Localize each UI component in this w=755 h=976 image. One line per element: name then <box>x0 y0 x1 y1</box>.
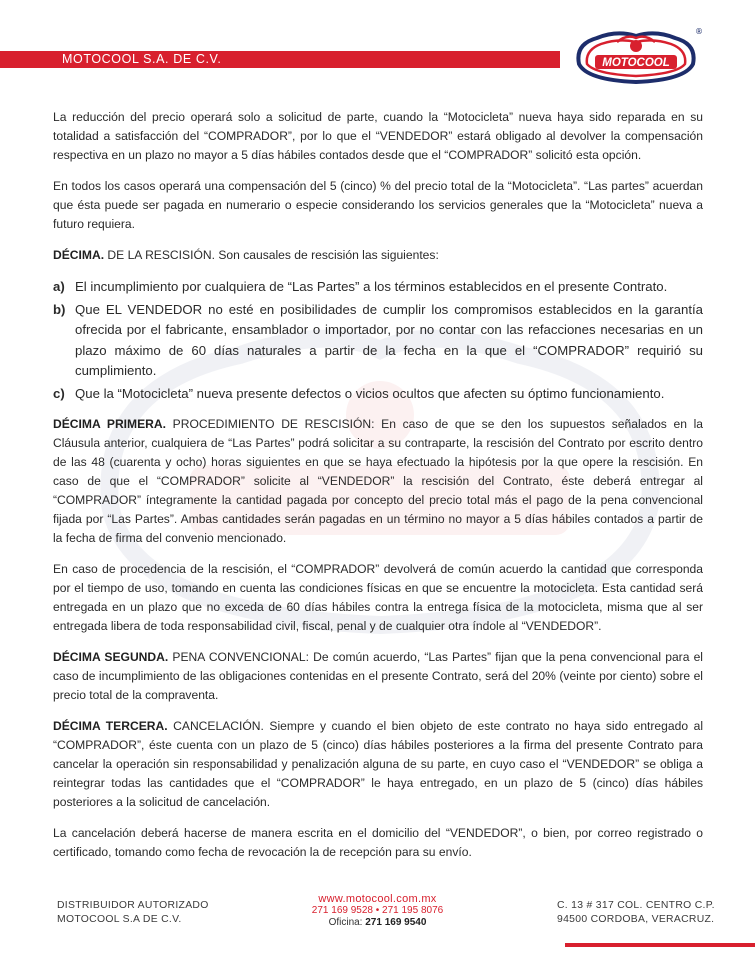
motocool-logo <box>567 24 705 86</box>
footer-website-link[interactable]: www.motocool.com.mx <box>318 893 437 905</box>
footer-address-line2: 94500 CORDOBA, VERACRUZ. <box>557 914 715 925</box>
list-item-label: a) <box>53 279 65 294</box>
list-item-text: Que EL VENDEDOR no esté en posibilidades de cumplir los compromisos establecidos en la garantía ofrecida por el fabricante, ensamblador o importador, por no contar con las refacciones necesarias en un plazo máximo de 60 días naturales a partir de la fecha en la que el “COMPRADOR” requirió su cumplimiento. <box>75 301 703 378</box>
list-item-text: Que la “Motocicleta” nueva presente defectos o vicios ocultos que afecten su óptimo funcionamiento. <box>75 385 665 401</box>
clause-text: PENA CONVENCIONAL: De común acuerdo, “Las Partes” fijan que la pena convencional para el caso de incumplimiento de las obligaciones contenidas en el presente Contrato, será del 20% (veinte por ciento) sobre el precio total de la compraventa. <box>53 650 703 702</box>
clause-heading: DÉCIMA SEGUNDA. <box>53 650 169 664</box>
clause-decima-tercera <box>53 717 703 812</box>
footer-address <box>557 899 715 927</box>
clause-text: DE LA RESCISIÓN. Son causales de rescisión las siguientes: <box>104 248 439 262</box>
footer-address-line1: C. 13 # 317 COL. CENTRO C.P. <box>557 900 715 911</box>
list-item-text: El incumplimiento por cualquiera de “Las Partes” a los términos establecidos en el presente Contrato. <box>75 279 668 294</box>
clause-heading: DÉCIMA PRIMERA. <box>53 417 167 431</box>
rescission-causes-list <box>53 277 703 404</box>
clause-decima-segunda <box>53 648 703 705</box>
footer-accent-line <box>565 943 755 947</box>
footer-office-phone: 271 169 9540 <box>365 917 427 928</box>
footer-office <box>290 917 465 929</box>
footer-contact <box>290 893 465 929</box>
clause-heading: DÉCIMA. <box>53 248 105 262</box>
list-item <box>53 277 703 298</box>
footer-phones: 271 169 9528 • 271 195 8076 <box>311 905 444 916</box>
list-item <box>53 300 703 382</box>
paragraph-price-reduction: La reducción del precio operará solo a solicitud de parte, cuando la “Motocicleta” nueva haya sido reparada en su totalidad a satisfacción del “COMPRADOR”, por lo que el “VENDEDOR” estará obligado al devolver la compensación respectiva en un plazo no mayor a 5 días hábiles contados desde que el “COMPRADOR” solicitó esta opción. <box>53 110 703 162</box>
list-item-label: c) <box>53 385 65 401</box>
company-name: MOTOCOOL S.A. DE C.V. <box>62 52 222 66</box>
list-item-label: b) <box>53 301 66 317</box>
footer-distributor-line1: DISTRIBUIDOR AUTORIZADO <box>57 900 209 911</box>
clause-heading: DÉCIMA TERCERA. <box>53 719 168 733</box>
paragraph-cancellation: La cancelación deberá hacerse de manera escrita en el domicilio del “VENDEDOR”, o bien, por correo registrado o certificado, tomando como fecha de revocación la de recepción para su envío. <box>53 826 703 859</box>
paragraph-rescission-procedure: En caso de procedencia de la rescisión, el “COMPRADOR” devolverá de común acuerdo la cantidad que corresponda por el tiempo de uso, tomando en cuenta las condiciones físicas en que se encuentre la motocicleta. Esta cantidad será entregada en un plazo que no exceda de 60 días hábiles contra la entrega física de la motocicleta, misma que al ser entregada libera de toda responsabilidad civil, fiscal, penal y de cualquier otra índole al “VENDEDOR”. <box>53 562 703 633</box>
clause-text: PROCEDIMIENTO DE RESCISIÓN: En caso de que se den los supuestos señalados en la Cláusula anterior, cualquiera de “Las Partes” podrá solicitar a su contraparte, la rescisión del Contrato por escrito dentro de las 48 (cuarenta y ocho) horas siguientes en que se haya efectuado la hipótesis por la que opere la rescisión. En caso de que el “COMPRADOR” solicite al “VENDEDOR” la rescisión del Contrato, éste deberá entregar al “COMPRADOR” íntegramente la cantidad pagada por concepto del precio total más el pago de la pena convencional fijada por “Las Partes”. Ambas cantidades serán pagadas en un término no mayor a 5 días hábiles contados a partir de la fecha de firma del convenio mencionado. <box>53 417 703 545</box>
clause-decima-primera <box>53 415 703 548</box>
footer-distributor-line2: MOTOCOOL S.A DE C.V. <box>57 914 182 925</box>
paragraph-compensation: En todos los casos operará una compensación del 5 (cinco) % del precio total de la “Motocicleta”. “Las partes” acuerdan que ésta puede ser pagada en numerario o especie considerando los servicios generales que la “Motocicleta” nueva a futuro requiera. <box>53 179 703 231</box>
footer-office-label: Oficina: <box>328 917 366 928</box>
contract-body <box>53 108 703 874</box>
footer-distributor <box>57 899 209 927</box>
page-footer <box>0 892 755 942</box>
registered-mark: ® <box>695 27 703 36</box>
clause-text: CANCELACIÓN. Siempre y cuando el bien objeto de este contrato no haya sido entregado al “COMPRADOR”, éste cuenta con un plazo de 5 (cinco) días hábiles posteriores a la firma del presente Contrato para cancelar la operación sin responsabilidad y penalización alguna de su parte, en cuyo caso el “VENDEDOR” se obliga a reintegrar todas las cantidades que el “COMPRADOR” le haya entregado, en un plazo de 5 (cinco) días hábiles posteriores a la solicitud de cancelación. <box>53 719 704 809</box>
clause-decima <box>53 246 703 265</box>
logo-wordmark: MOTOCOOL <box>602 57 670 69</box>
list-item <box>53 384 703 405</box>
